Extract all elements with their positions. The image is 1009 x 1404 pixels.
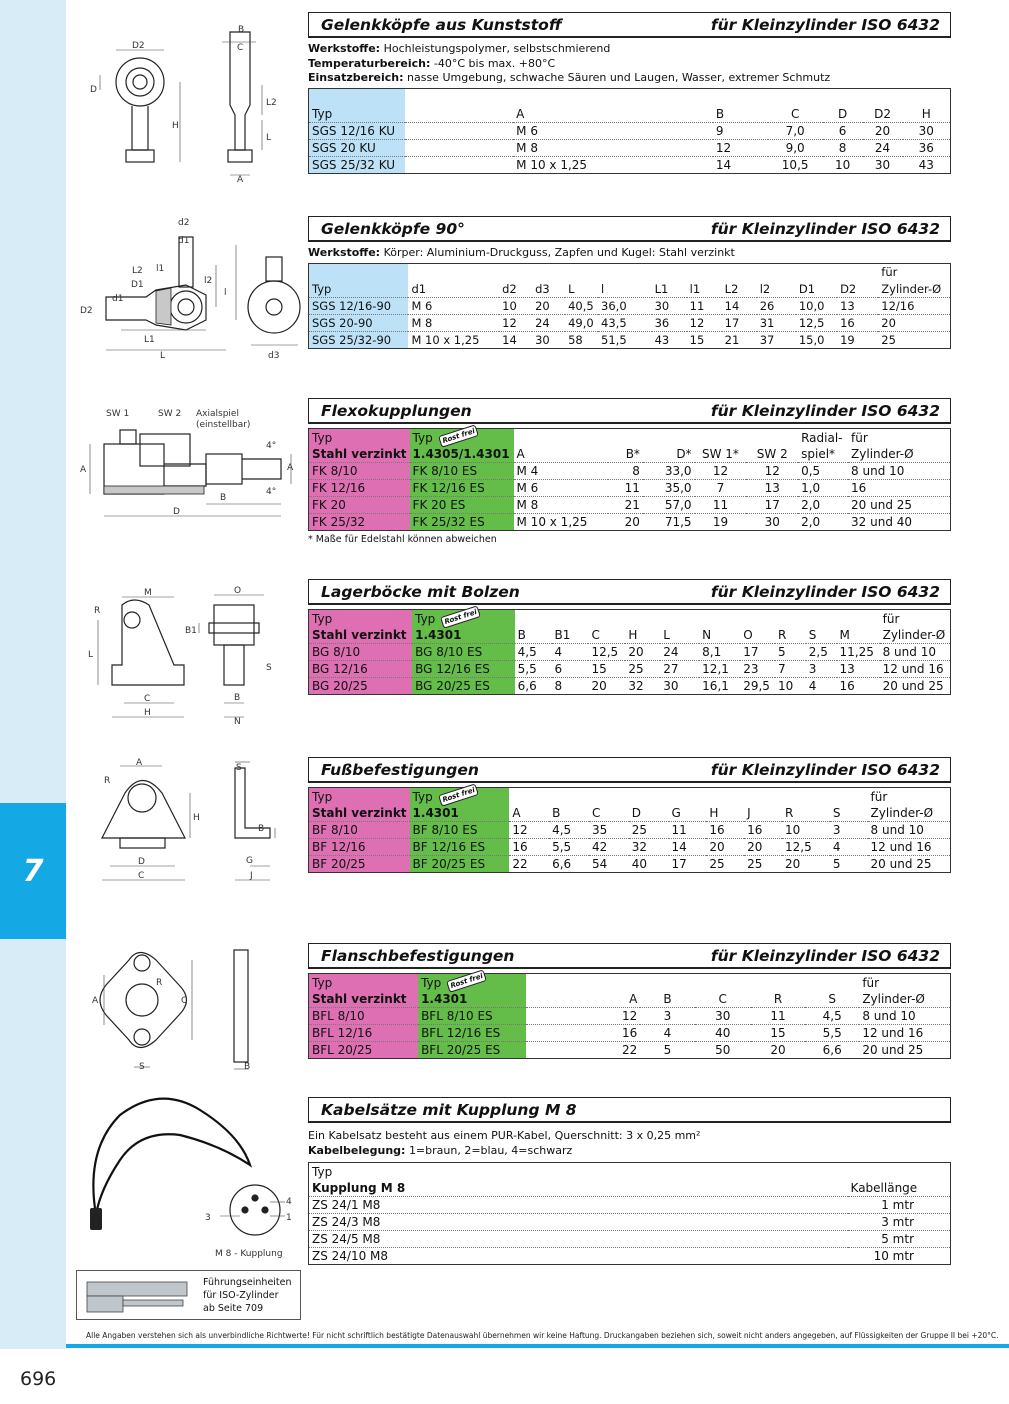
dim-label: D1 [131, 280, 144, 290]
table-row: BFL 20/25 BFL 20/25 ES 22 5 50 20 6,6 20 und 25 [309, 1042, 951, 1059]
section-header [308, 757, 951, 783]
section-title: Kabelsätze mit Kupplung M 8 [321, 1100, 577, 1119]
table-row: BF 12/16 BF 12/16 ES 16 5,5 42 32 14 20 20 12,5 4 12 und 16 [309, 839, 951, 856]
section-gelenkkoepfe-kunststoff [308, 12, 951, 174]
spec-table: Typ Typ Rost frei Radial- für Stahl verzinkt 1.4305/1.4301 A B* D* SW 1* SW 2 spiel* Zylinder-Ø FK 8/10 FK 8/10 ES M 4 8 33,0 12 12 0,5 8 und 10 FK 12/16 FK 12/16 ES M 6 11 35,0 7 13 1,0 16 FK 20 FK 20 ES M 8 21 57,0 11 17 2,0 20 und 25 FK 25/32 FK 25/32 ES M 10 x 1,25 20 71,5 19 30 2,0 32 und 40 [308, 428, 951, 531]
table-row: BG 12/16 BG 12/16 ES 5,5 6 15 25 27 12,1 23 7 3 13 12 und 16 [309, 661, 951, 678]
table-row: BG 20/25 BG 20/25 ES 6,6 8 20 32 30 16,1 29,5 10 4 16 20 und 25 [309, 678, 951, 695]
table-row: ZS 24/10 M8 10 mtr [309, 1248, 951, 1265]
section-title: Gelenkköpfe 90° [321, 219, 465, 238]
dim-label: D [138, 857, 145, 867]
dim-label: B [238, 25, 245, 35]
dim-label: l1 [156, 264, 165, 274]
section-header [308, 216, 951, 242]
left-margin-bar [0, 0, 66, 1349]
table-row: FK 20 FK 20 ES M 8 21 57,0 11 17 2,0 20 und 25 [309, 497, 951, 514]
section-subtitle: für Kleinzylinder ISO 6432 [710, 760, 940, 779]
section-title: Gelenkköpfe aus Kunststoff [321, 15, 562, 34]
dim-label: SW 1 [106, 409, 130, 419]
drawing-gelenkkopf-kunststoff [80, 20, 290, 190]
table-row: BFL 12/16 BFL 12/16 ES 16 4 40 15 5,5 12 und 16 [309, 1025, 951, 1042]
dim-label: 4° [266, 487, 277, 497]
dim-label: D [90, 85, 97, 95]
drawing-flanschbefestigung [84, 945, 284, 1075]
dim-label: R [156, 978, 163, 988]
table-row: SGS 12/16 KU M 6 9 7,0 6 20 30 [309, 122, 951, 139]
table-row: SGS 20 KU M 8 12 9,0 8 24 36 [309, 139, 951, 156]
dim-label: l [224, 288, 227, 298]
dim-label: N [234, 717, 241, 725]
table-row: SGS 12/16-90 M 6 10 20 40,5 36,0 30 11 14 26 10,0 13 12/16 [309, 297, 951, 314]
section-subtitle: für Kleinzylinder ISO 6432 [710, 946, 940, 965]
dim-label: D2 [132, 41, 145, 51]
dim-label: D2 [80, 306, 93, 316]
dim-label: H [172, 121, 179, 131]
dim-label: S [266, 663, 272, 673]
dim-label: d2 [178, 218, 190, 228]
table-row: BF 20/25 BF 20/25 ES 22 6,6 54 40 17 25 25 20 5 20 und 25 [309, 856, 951, 873]
dim-label: B1 [185, 626, 197, 636]
section-header [308, 398, 951, 424]
dim-label: H [144, 708, 151, 718]
dim-label: C [181, 996, 188, 1006]
table-row: FK 25/32 FK 25/32 ES M 10 x 1,25 20 71,5 19 30 2,0 32 und 40 [309, 514, 951, 531]
section-subtitle: für Kleinzylinder ISO 6432 [710, 219, 940, 238]
section-kabelsaetze [308, 1097, 951, 1265]
spec-table: für Typ d1 d2 d3 L l L1 l1 L2 l2 D1 D2 Zylinder-Ø SGS 12/16-90 M 6 10 20 40,5 36,0 30 11 14 26 10,0 13 12/16 SGS 20-90 M 8 12 24 49,0 43,5 36 12 17 31 12,5 16 20 SGS 25/32-90 M 10 x 1,25 14 30 58 51,5 43 15 21 37 15,0 19 25 [308, 263, 951, 349]
cross-reference-box[interactable] [76, 1270, 301, 1320]
section-subtitle: für Kleinzylinder ISO 6432 [710, 15, 940, 34]
dim-label: S [139, 1062, 145, 1072]
spec-table: Typ A B C D D2 H SGS 12/16 KU M 6 9 7,0 6 20 30 SGS 20 KU M 8 12 9,0 8 24 36 SGS 25/32 KU M 10 x 1,25 14 10,5 10 30 43 [308, 88, 951, 174]
dim-label: B [234, 693, 241, 703]
section-flanschbefestigungen [308, 943, 951, 1059]
dim-label: R [104, 776, 111, 786]
dim-label: M [144, 588, 152, 598]
rostfrei-badge: Rost frei [438, 783, 479, 807]
spec-table: Typ Typ Rost frei für Stahl verzinkt 1.4301 B B1 C H L N O R S M Zylinder-Ø BG 8/10 BG 8/10 ES 4,5 4 12,5 20 24 8,1 17 5 2,5 11,25 8 und 10 BG 12/16 BG 12/16 ES 5,5 6 15 25 27 12,1 23 7 3 13 12 und 16 BG 20/25 BG 20/25 ES 6,6 8 20 32 30 16,1 29,5 10 4 16 20 und 25 [308, 609, 951, 695]
table-row: SGS 25/32-90 M 10 x 1,25 14 30 58 51,5 43 15 21 37 15,0 19 25 [309, 331, 951, 348]
dim-label: H [193, 813, 200, 823]
table-row: BG 8/10 BG 8/10 ES 4,5 4 12,5 20 24 8,1 17 5 2,5 11,25 8 und 10 [309, 644, 951, 661]
dim-label: A [92, 996, 99, 1006]
spec-table: Typ Kupplung M 8 Kabellänge ZS 24/1 M8 1 mtr ZS 24/3 M8 3 mtr ZS 24/5 M8 5 mtr ZS 24/10 M8 10 mtr [308, 1162, 951, 1265]
drawing-lagerbock [84, 585, 294, 725]
guide-unit-icon [79, 1272, 197, 1320]
section-subtitle: für Kleinzylinder ISO 6432 [710, 582, 940, 601]
section-header [308, 579, 951, 605]
dim-label: S [236, 763, 242, 773]
table-row: ZS 24/3 M8 3 mtr [309, 1214, 951, 1231]
rostfrei-badge: Rost frei [438, 424, 479, 448]
spec-table: Typ Typ Rost frei für Stahl verzinkt 1.4301 A B C D G H J R S Zylinder-Ø BF 8/10 BF 8/10 ES 12 4,5 35 25 11 16 16 10 3 8 und 10 BF 12/16 BF 12/16 ES 16 5,5 42 32 14 20 20 12,5 4 12 und 16 BF 20/25 BF 20/25 ES 22 6,6 54 40 17 25 25 20 5 20 und 25 [308, 787, 951, 873]
page-number: 696 [20, 1368, 57, 1390]
dim-label: d1 [178, 236, 190, 246]
rostfrei-badge: Rost frei [446, 969, 487, 993]
drawing-flexokupplung [76, 404, 301, 524]
table-row: ZS 24/1 M8 1 mtr [309, 1197, 951, 1214]
guide-text: Führungseinheiten für ISO-Zylinder ab Seite 709 [203, 1277, 292, 1314]
section-header [308, 1097, 951, 1123]
dim-label: A [80, 465, 87, 475]
dim-label: 4° [266, 441, 277, 451]
dim-label: L [266, 133, 272, 143]
section-description: Werkstoffe: Körper: Aluminium-Druckguss, Zapfen und Kugel: Stahl verzinkt [308, 246, 735, 259]
table-row: FK 12/16 FK 12/16 ES M 6 11 35,0 7 13 1,0 16 [309, 480, 951, 497]
table-row: BFL 8/10 BFL 8/10 ES 12 3 30 11 4,5 8 und 10 [309, 1008, 951, 1025]
dim-label: O [234, 586, 242, 596]
dim-label: G [246, 856, 253, 866]
dim-label: C [144, 694, 151, 704]
dim-label: l2 [204, 276, 213, 286]
dim-label: L [88, 650, 94, 660]
section-description: Werkstoffe: Hochleistungspolymer, selbstschmierend Temperaturbereich: -40°C bis max. +80°C Einsatzbereich: nasse Umgebung, schwache Säuren und Laugen, Wasser, extremer Schmutz [308, 42, 831, 84]
section-title: Flexokupplungen [321, 401, 472, 420]
dim-label: (einstellbar) [196, 420, 251, 430]
drawing-fussbefestigung [90, 758, 290, 888]
section-lagerboecke [308, 579, 951, 695]
dim-label: A [136, 758, 143, 768]
dim-label: C [237, 43, 244, 53]
dim-label: 1 [286, 1213, 292, 1223]
dim-label: L2 [132, 266, 143, 276]
section-description: Ein Kabelsatz besteht aus einem PUR-Kabel, Querschnitt: 3 x 0,25 mm² Kabelbelegung: 1=braun, 2=blau, 4=schwarz [308, 1129, 701, 1157]
dim-label: d3 [268, 351, 280, 360]
dim-label: M 8 - Kupplung [215, 1249, 283, 1259]
section-fussbefestigungen [308, 757, 951, 873]
section-gelenkkoepfe-90 [308, 216, 951, 349]
dim-label: Axialspiel [196, 409, 239, 419]
dim-label: B [244, 1062, 251, 1072]
dim-label: B [220, 493, 227, 503]
table-row: SGS 20-90 M 8 12 24 49,0 43,5 36 12 17 31 12,5 16 20 [309, 314, 951, 331]
dim-label: L [160, 351, 166, 360]
footer-rule [66, 1344, 1009, 1348]
dim-label: 4 [286, 1197, 292, 1207]
spec-table: Typ Typ Rost frei für Stahl verzinkt 1.4301 A B C R S Zylinder-Ø BFL 8/10 BFL 8/10 ES 12 3 30 11 4,5 8 und 10 BFL 12/16 BFL 12/16 ES 16 4 40 15 5,5 12 und 16 BFL 20/25 BFL 20/25 ES 22 5 50 20 6,6 20 und 25 [308, 973, 951, 1059]
section-header [308, 12, 951, 38]
drawing-kabelsatz [80, 1090, 300, 1265]
dim-label: D [173, 507, 180, 517]
dim-label: C [138, 871, 145, 881]
footnote: * Maße für Edelstahl können abweichen [308, 534, 497, 545]
chapter-tab[interactable]: 7 [0, 803, 66, 939]
dim-label: A [287, 463, 294, 473]
dim-label: 3 [205, 1213, 211, 1223]
disclaimer-footer: Alle Angaben verstehen sich als unverbindliche Richtwerte! Für nicht schriftlich bestätigte Datenauswahl übernehmen wir keine Haftung. Druckangaben beziehen sich, soweit nicht anders angegeben, auf Flüssigkeiten der Gruppe II bei +20°C. [86, 1331, 999, 1340]
table-row: SGS 25/32 KU M 10 x 1,25 14 10,5 10 30 43 [309, 156, 951, 173]
table-row: ZS 24/5 M8 5 mtr [309, 1231, 951, 1248]
section-title: Flanschbefestigungen [321, 946, 515, 965]
dim-label: SW 2 [158, 409, 182, 419]
dim-label: J [250, 871, 253, 881]
section-subtitle: für Kleinzylinder ISO 6432 [710, 401, 940, 420]
table-row: BF 8/10 BF 8/10 ES 12 4,5 35 25 11 16 16 10 3 8 und 10 [309, 822, 951, 839]
section-title: Fußbefestigungen [321, 760, 479, 779]
drawing-gelenkkopf-90 [76, 215, 301, 360]
section-title: Lagerböcke mit Bolzen [321, 582, 520, 601]
section-flexokupplungen [308, 398, 951, 545]
dim-label: L1 [144, 335, 155, 345]
rostfrei-badge: Rost frei [440, 605, 481, 629]
dim-label: A [237, 175, 244, 185]
dim-label: B [258, 824, 265, 834]
section-header [308, 943, 951, 969]
dim-label: R [94, 606, 101, 616]
dim-label: L2 [266, 98, 277, 108]
dim-label: d1 [112, 294, 124, 304]
table-row: FK 8/10 FK 8/10 ES M 4 8 33,0 12 12 0,5 8 und 10 [309, 463, 951, 480]
